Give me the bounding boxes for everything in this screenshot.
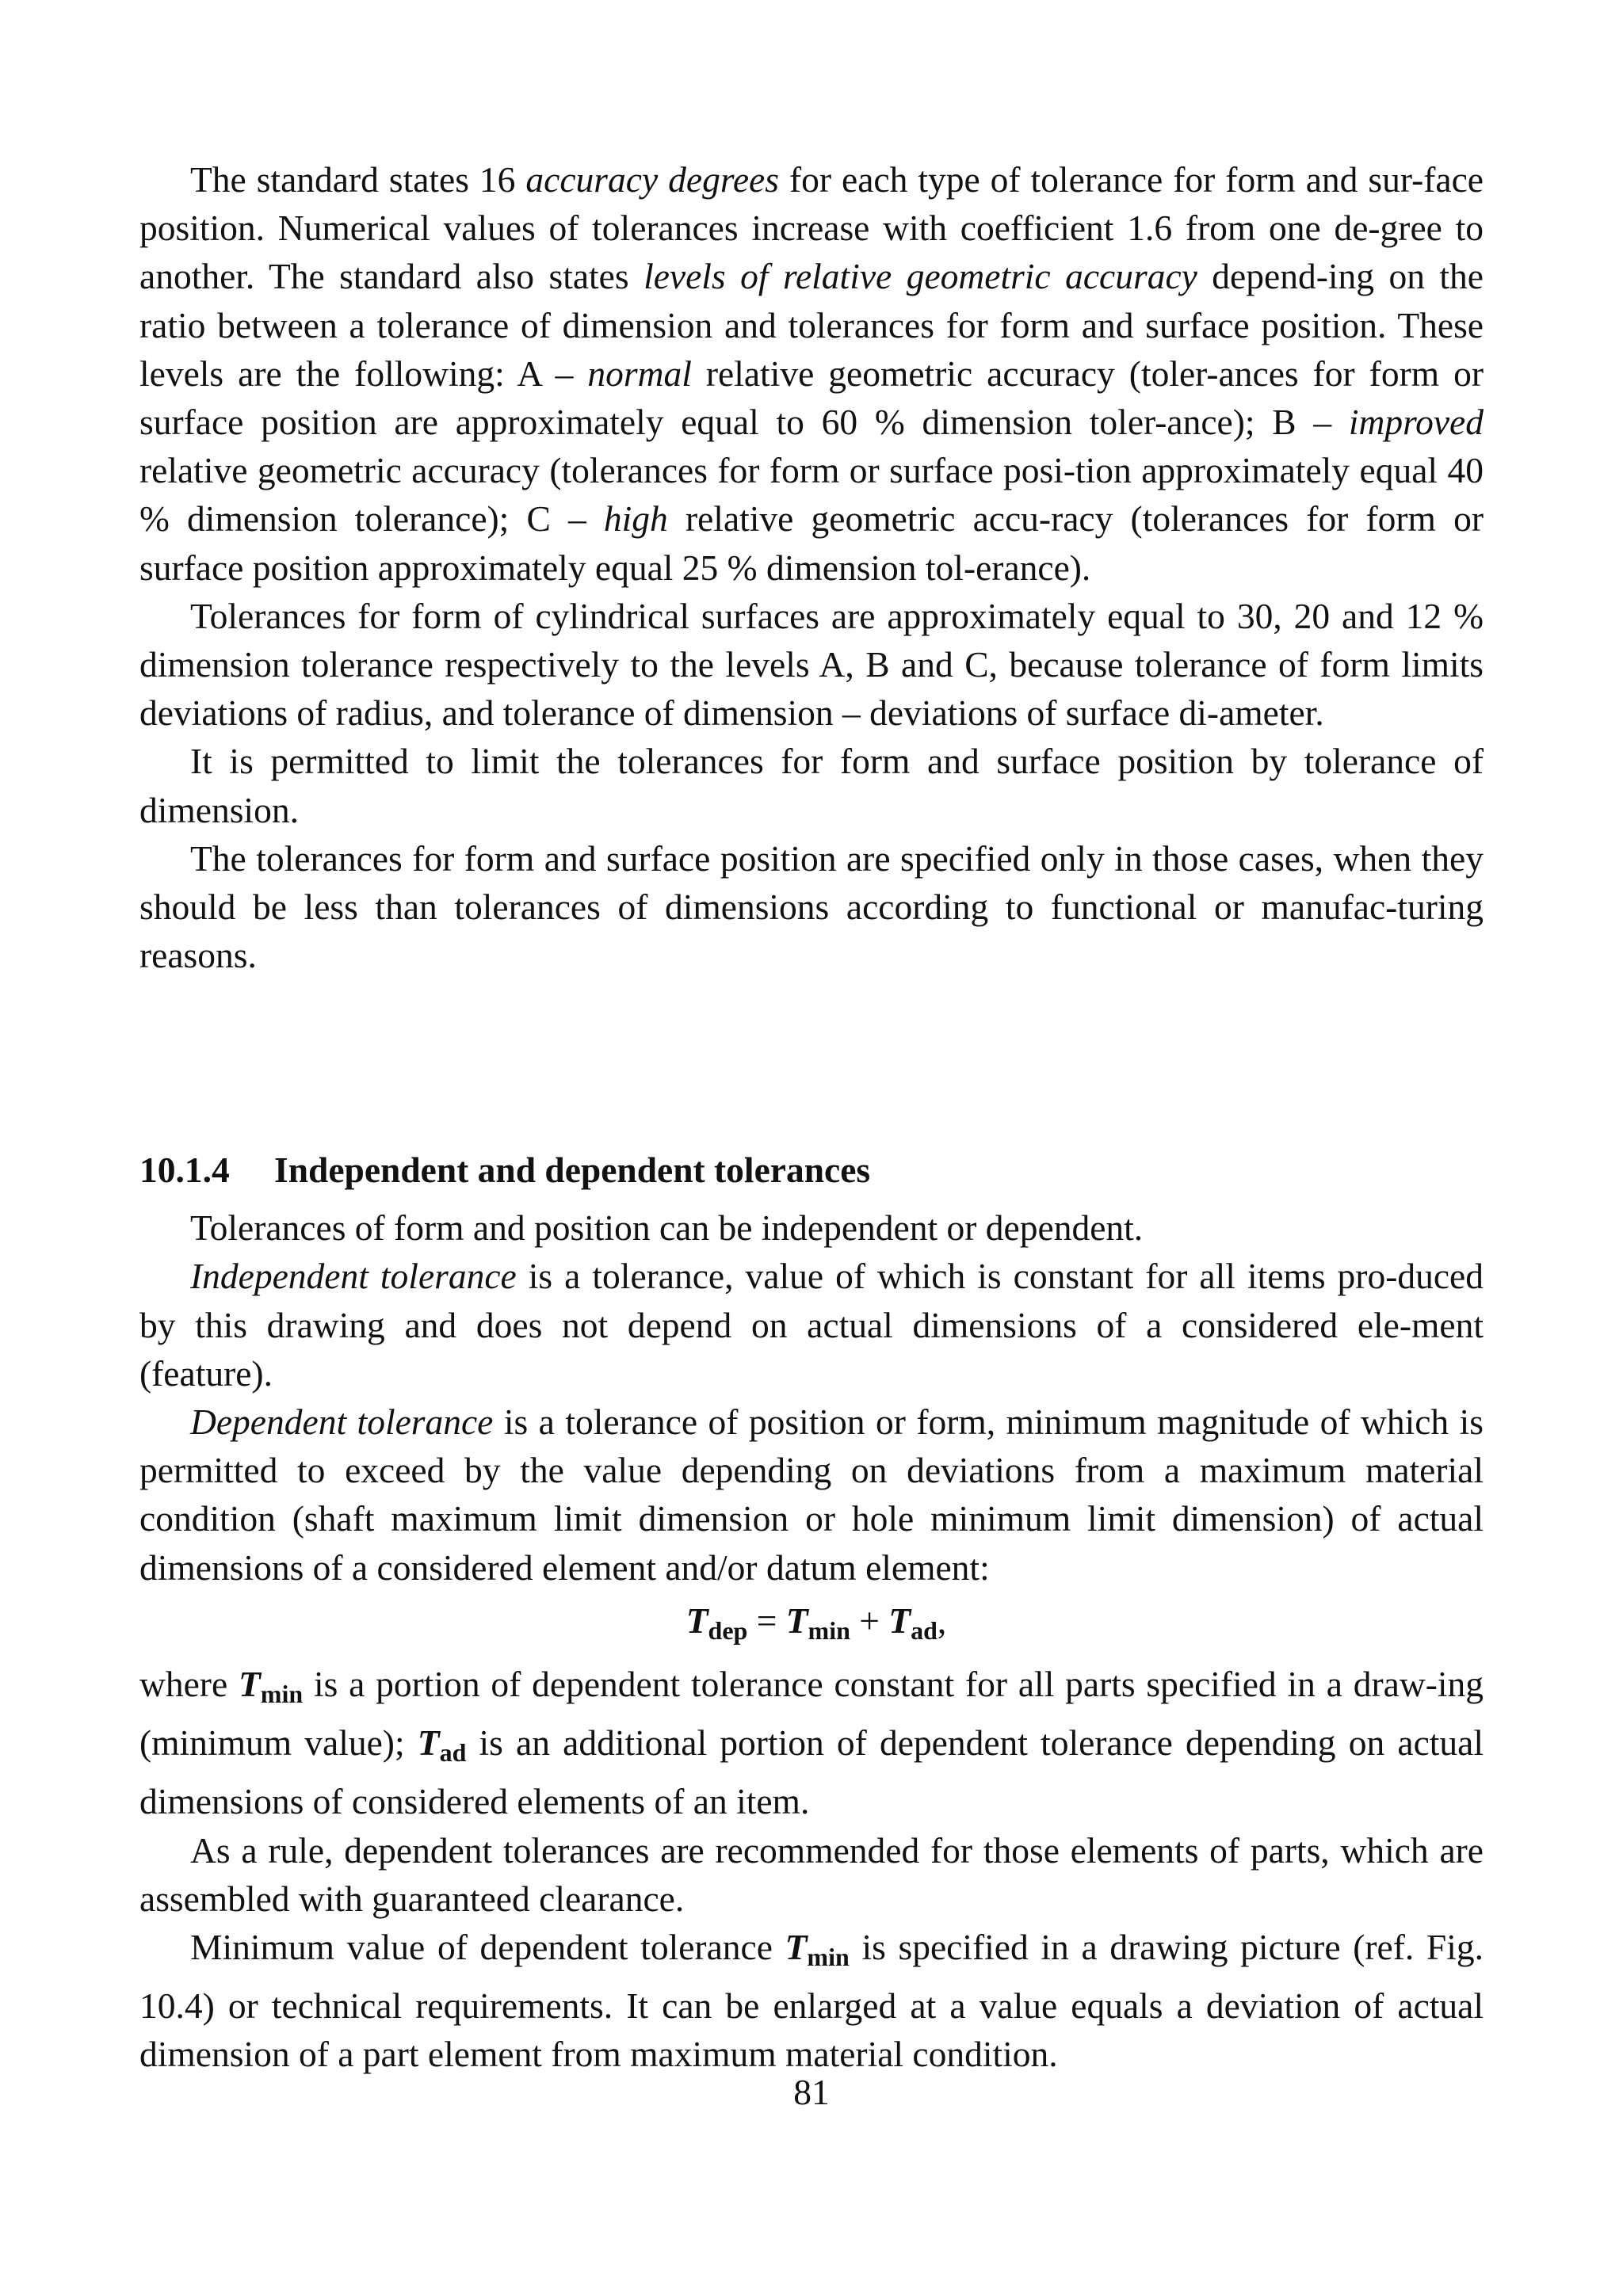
paragraph-minimum-value: [139, 1923, 1484, 2079]
text-span: is a tolerance, value of which is constant for all items pro-duced by this drawing and does not depend on actual dimensions of a considered ele-ment (feature).: [139, 1256, 1484, 1394]
symbol-subscript: ad: [439, 1738, 467, 1768]
body-text-top: [139, 155, 1484, 979]
formula-operator: ,: [937, 1600, 947, 1641]
text-span: depend-ing on the ratio between a tolerance of dimension and tolerances for form and surface position. These levels are the following: A –: [139, 256, 1484, 394]
text-span: relative geometric accuracy (tolerances for form or surface posi-tion approximately equal 40 % dimension tolerance); C –: [139, 450, 1484, 540]
section-number: 10.1.4: [139, 1150, 230, 1190]
paragraph-accuracy-degrees: [139, 155, 1484, 592]
italic-term: improved: [1348, 402, 1484, 443]
symbol-t-min: [785, 1927, 850, 1972]
section-10-1-4: [139, 1146, 1484, 2079]
formula-subscript: ad: [911, 1615, 938, 1645]
text-span: is a portion of dependent tolerance constant for all parts specified in a draw-ing (minimum value);: [139, 1664, 1484, 1764]
text-span: is an additional portion of dependent tolerance depending on actual dimensions of considered elements of an item.: [139, 1722, 1484, 1822]
page-number: 81: [793, 2072, 830, 2112]
paragraph-cylindrical-surfaces: Tolerances for form of cylindrical surfaces are approximately equal to 30, 20 and 12 % dimension tolerance respectively to the levels A, B and C, because tolerance of form limits deviations of radius, and tolerance of dimension – deviations of surface di-ameter.: [139, 595, 1484, 734]
symbol-letter: T: [238, 1664, 261, 1705]
paragraph-as-a-rule: As a rule, dependent tolerances are recommended for those elements of parts, which are assembled with guaranteed clearance.: [139, 1829, 1484, 1919]
text-span: Minimum value of dependent tolerance: [190, 1927, 785, 1968]
paragraph-limit-tolerances: It is permitted to limit the tolerances for form and surface position by tolerance of dimension.: [139, 741, 1484, 830]
italic-term: Independent tolerance: [190, 1256, 517, 1297]
formula-symbol: T: [685, 1600, 708, 1641]
symbol-letter: T: [785, 1927, 808, 1968]
dependent-tolerance-formula: [139, 1596, 1484, 1655]
symbol-t-min: [238, 1664, 304, 1709]
section-heading: [139, 1146, 1484, 1194]
text-span: is a tolerance of position or form, minimum magnitude of which is permitted to exceed by the value depending on deviations from a maximum material condition (shaft maximum limit dimension or hole minimum limit dimension) of actual dimensions of a considered element and/or datum element:: [139, 1402, 1484, 1588]
formula-operator: +: [850, 1600, 889, 1641]
symbol-t-ad: [417, 1722, 467, 1768]
symbol-letter: T: [417, 1722, 440, 1764]
italic-term: levels of relative geometric accuracy: [643, 256, 1197, 297]
formula-subscript: min: [808, 1615, 850, 1645]
symbol-subscript: min: [807, 1943, 850, 1972]
formula-symbol: T: [888, 1600, 911, 1641]
formula-subscript: dep: [708, 1615, 748, 1645]
text-span: where: [139, 1664, 239, 1705]
paragraph-independent-tolerance: [139, 1252, 1484, 1398]
italic-term: high: [603, 498, 668, 540]
text-span: The standard states 16: [190, 159, 526, 200]
text-span: for each type of tolerance for form and sur-face position. Numerical values of tolerances increase with coefficient 1.6 from one de-gree to another. The standard also states: [139, 159, 1484, 297]
section-title: Independent and dependent tolerances: [274, 1150, 871, 1190]
paragraph-dependent-tolerance: [139, 1398, 1484, 1592]
text-span: is specified in a drawing picture (ref. Fig. 10.4) or technical requirements. It can be enlarged at a value equals a deviation of actual dimension of a part element from maximum material condition.: [139, 1927, 1484, 2075]
paragraph-where-definitions: [139, 1660, 1484, 1826]
italic-term: accuracy degrees: [525, 159, 779, 200]
text-span: relative geometric accuracy (toler-ances for form or surface position are approximately equal to 60 % dimension toler-ance); B –: [139, 353, 1484, 443]
symbol-subscript: min: [260, 1680, 304, 1709]
italic-term: normal: [587, 353, 692, 394]
text-span: relative geometric accu-racy (tolerances for form or surface position approximately equal 25 % dimension tol-erance).: [139, 498, 1484, 588]
paragraph-independent-or-dependent: Tolerances of form and position can be independent or dependent.: [190, 1207, 1144, 1249]
italic-term: Dependent tolerance: [190, 1402, 494, 1443]
paragraph-specified-cases: The tolerances for form and surface position are specified only in those cases, when they should be less than tolerances of dimensions according to functional or manufac-turing reasons.: [139, 837, 1484, 976]
formula-symbol: T: [785, 1600, 808, 1641]
formula-operator: =: [747, 1600, 786, 1641]
